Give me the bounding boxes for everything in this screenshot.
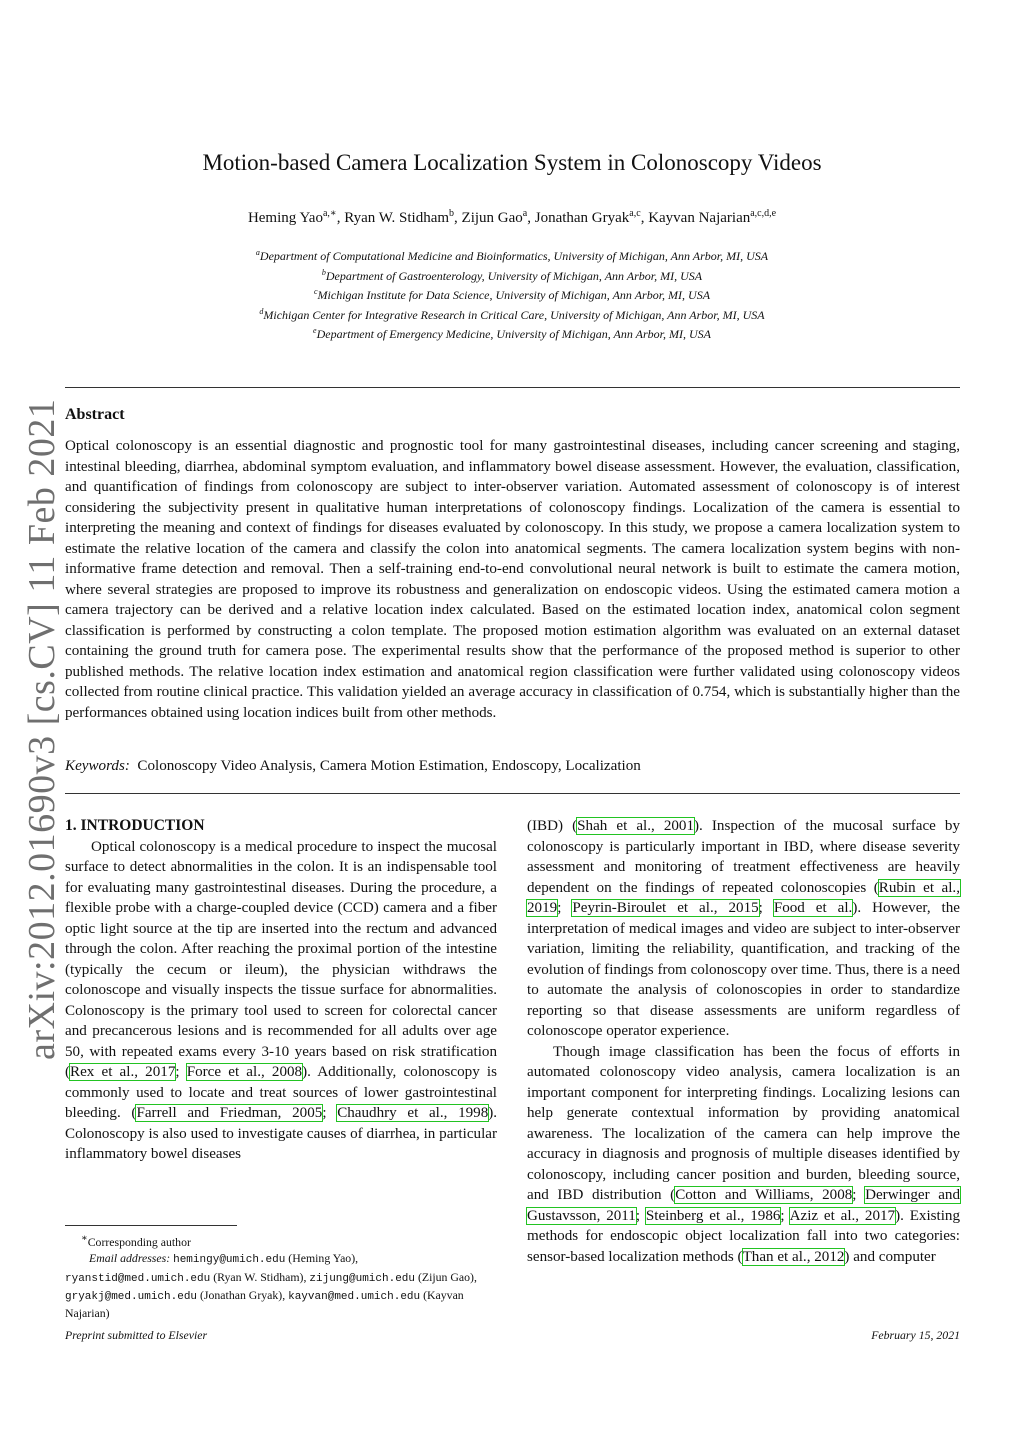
corresponding-note: ∗Corresponding author bbox=[81, 1233, 191, 1249]
affiliation: $^b$Department of Gastroenterology, University of Michigan, Ann Arbor, MI, USA bbox=[321, 267, 703, 283]
email-link[interactable]: zijung@umich.edu bbox=[309, 1272, 416, 1285]
affiliation: $^e$Department of Emergency Medicine, University of Michigan, Ann Arbor, MI, USA bbox=[313, 326, 711, 341]
arxiv-stamp-text: arXiv:2012.01690v3 [cs.CV] 11 Feb 2021 bbox=[21, 398, 63, 1060]
email-link[interactable]: gryakj@med.umich.edu bbox=[65, 1290, 198, 1303]
paragraph: (IBD) (Shah et al., 2001). Inspection of the mucosal surface by colonoscopy is particularly important in IBD, where disease severity assessment and monitoring of treatment effectiveness are heavily dependent on the findings of repeated colonoscopies (Rubin et al., 2019; Peyrin-Biroulet et al., 2015; Food et al.). However, the interpretation of medical images and video are subject to inter-observer variation, limiting the reliability, quantification, and tracking of the evolution of findings from colonoscopy over time. Thus, there is a need to automate the analysis of colonoscopies in order to standardize reporting so that disease assessments are uniform regardless of colonoscope operator experience. bbox=[527, 818, 960, 1039]
citation-link[interactable]: Farrell and Friedman, 2005 bbox=[136, 1105, 323, 1121]
author-list: Heming Yao$^{a,∗}$, Ryan W. Stidham$^b$, Zijun Gao$^a$, Jonathan Gryak$^{a,c}$, Kayvan Najarian$^{a,c,d,e}$ bbox=[247, 208, 777, 226]
keywords-text: Colonoscopy Video Analysis, Camera Motion Estimation, Endoscopy, Localization bbox=[137, 758, 641, 774]
affiliation: $^a$Department of Computational Medicine and Bioinformatics, University of Michigan, Ann Arbor, MI, USA bbox=[255, 248, 769, 263]
abstract-body: Optical colonoscopy is an essential diagnostic and prognostic tool for many gastrointestinal diseases, including cancer screening and staging, intestinal bleeding, diarrhea, abdominal symptom evaluation, and inflammatory bowel disease assessment. However, the evaluation, classification, and quantification of findings from colonoscopy are subject to inter-observer variation. Automated assessment of colonoscopy is of interest considering the subjectivity present in qualitative human interpretations of colonoscopy findings. Localization of the camera is essential to interpreting the meaning and context of findings for diseases evaluated by colonoscopy. In this study, we propose a camera localization system to estimate the relative location of the camera and classify the colon into anatomical segments. The camera localization system begins with non-informative frame detection and removal. Then a self-training end-to-end convolutional neural network is built to estimate the camera motion, where several strategies are proposed to improve its robustness and generalization on endoscopic videos. Using the estimated camera motion a camera trajectory can be derived and a relative location index calculated. Based on the estimated location index, anatomical colon segment classification is performed by constructing a colon template. The proposed motion estimation algorithm was evaluated on an external dataset containing the ground truth for camera pose. The experimental results show that the performance of the proposed method is superior to other published methods. The relative location index estimation and anatomical region classification were further validated using colonoscopy videos collected from routine clinical practice. This validation yielded an average accuracy in classification of 0.754, which is substantially higher than the performances obtained using location indices built from other methods. bbox=[65, 438, 960, 721]
citation-link[interactable]: Cotton and Williams, 2008 bbox=[675, 1187, 853, 1203]
citation-link[interactable]: Derwinger and Gustavsson, 2011 bbox=[527, 1187, 961, 1224]
author: Zijun Gao bbox=[461, 210, 523, 226]
citation-link[interactable]: Force et al., 2008 bbox=[186, 1064, 303, 1080]
affiliation: $^d$Michigan Center for Integrative Research in Critical Care, University of Michigan, Ann Arbor, MI, USA bbox=[259, 306, 765, 322]
right-column bbox=[527, 816, 960, 1267]
footer-date: February 15, 2021 bbox=[871, 1328, 960, 1342]
email-line: Email addresses: hemingy@umich.edu (Heming Yao), bbox=[89, 1251, 359, 1267]
citation-link[interactable]: Chaudhry et al., 1998 bbox=[337, 1105, 489, 1121]
author: Jonathan Gryak bbox=[534, 210, 630, 226]
email-link[interactable]: ryanstid@med.umich.edu bbox=[65, 1272, 211, 1285]
citation-link[interactable]: Peyrin-Biroulet et al., 2015 bbox=[572, 900, 759, 916]
paragraph: Though image classification has been the focus of efforts in automated colonoscopy video analysis, camera localization is an important component for interpreting findings. Localizing lesions can help generate contextual information by providing anatomical awareness. The localization of the camera can help improve the accuracy in diagnosis and prognosis of multiple diseases identified by colonoscopy, including cancer position and burden, bleeding source, and IBD distribution (Cotton and Williams, 2008; Derwinger and Gustavsson, 2011; Steinberg et al., 1986; Aziz et al., 2017). Existing methods for endoscopic object localization fall into two categories: sensor-based localization methods (Than et al., 2012) and computer bbox=[527, 1043, 961, 1265]
email-line: ryanstid@med.umich.edu (Ryan W. Stidham), zijung@umich.edu (Zijun Gao), gryakj@med.umich.edu (Jonathan Gryak), kayvan@med.umich.edu (Kayvan Najarian) bbox=[65, 1269, 477, 1321]
citation-link[interactable]: Food et al. bbox=[773, 900, 853, 916]
section-heading: 1. INTRODUCTION bbox=[65, 817, 205, 834]
author: Heming Yao bbox=[247, 210, 323, 226]
citation-link[interactable]: Steinberg et al., 1986 bbox=[645, 1207, 781, 1224]
affiliation: $^c$Michigan Institute for Data Science, University of Michigan, Ann Arbor, MI, USA bbox=[313, 287, 711, 302]
left-column bbox=[65, 816, 497, 1165]
author: Ryan W. Stidham bbox=[344, 210, 450, 226]
author: Kayvan Najarian bbox=[648, 210, 751, 226]
citation-link[interactable]: Shah et al., 2001 bbox=[577, 818, 695, 834]
paragraph: Optical colonoscopy is a medical procedure to inspect the mucosal surface to detect abnormalities in the colon. It is an indispensable tool for evaluating many gastrointestinal diseases. During the procedure, a flexible probe with a charge-coupled device (CCD) camera and a fiber optic light source at the tip are inserted into the rectum and advanced through the colon. After reaching the proximal portion of the intestine (typically the cecum or ileum), the physician withdraws the colonoscope and visually inspects the tissue surface for abnormalities. Colonoscopy is the primary tool used to screen for colorectal cancer and precancerous lesions and is recommended for all adults over age 50, with repeated exams every 3-10 years based on risk stratification (Rex et al., 2017; Force et al., 2008). Additionally, colonoscopy is commonly used to locate and treat sources of lower gastrointestinal bleeding. (Farrell and Friedman, 2005; Chaudhry et al., 1998). Colonoscopy is also used to investigate causes of diarrhea, in particular inflammatory bowel diseases bbox=[65, 838, 498, 1162]
affiliations bbox=[0, 245, 1024, 343]
top-divider bbox=[65, 387, 960, 388]
citation-link[interactable]: Aziz et al., 2017 bbox=[789, 1207, 896, 1224]
paper-title: Motion-based Camera Localization System in Colonoscopy Videos bbox=[202, 150, 822, 175]
email-link[interactable]: kayvan@med.umich.edu bbox=[288, 1290, 421, 1303]
keywords-label: Keywords: bbox=[65, 758, 130, 774]
citation-link[interactable]: Rex et al., 2017 bbox=[70, 1064, 176, 1080]
citation-link[interactable]: Rubin et al., 2019 bbox=[527, 879, 960, 916]
abstract-heading: Abstract bbox=[65, 406, 125, 423]
bottom-divider bbox=[65, 793, 960, 794]
keywords bbox=[65, 758, 960, 775]
footnote bbox=[65, 1231, 497, 1321]
email-link[interactable]: hemingy@umich.edu bbox=[173, 1254, 286, 1267]
footer-left: Preprint submitted to Elsevier bbox=[65, 1328, 208, 1342]
citation-link[interactable]: Than et al., 2012 bbox=[742, 1248, 845, 1265]
footnote-divider bbox=[65, 1225, 237, 1226]
